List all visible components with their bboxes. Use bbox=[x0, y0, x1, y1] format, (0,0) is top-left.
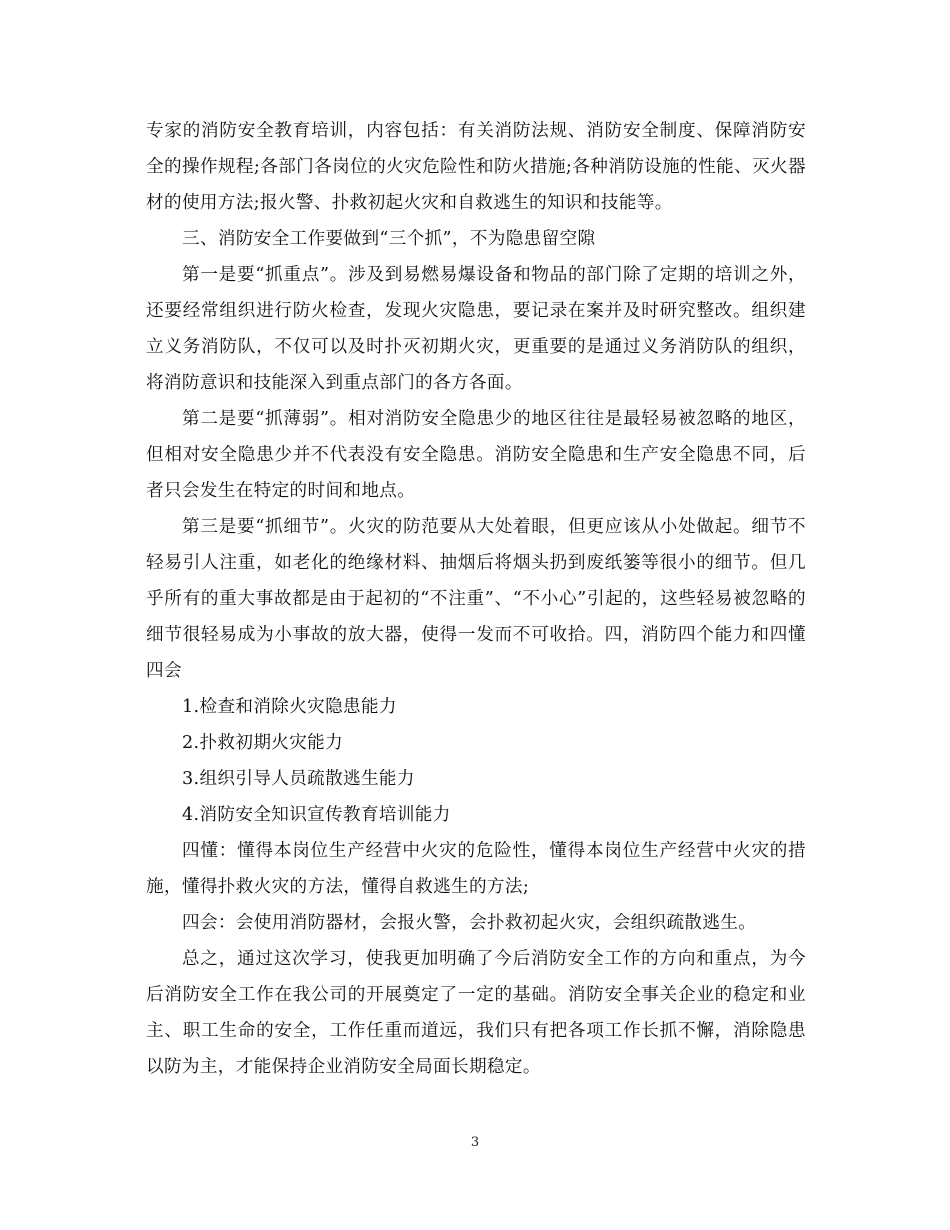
paragraph-grasp-weak-points: 第二是要“抓薄弱”。相对消防安全隐患少的地区往往是最轻易被忽略的地区，但相对安全隐患少并不代表没有安全隐患。消防安全隐患和生产安全隐患不同，后者只会发生在特定的时间和地点。 bbox=[146, 409, 806, 501]
paragraph-conclusion: 总之，通过这次学习，使我更加明确了今后消防安全工作的方向和重点，为今后消防安全工作在我公司的开展奠定了一定的基础。消防安全事关企业的稳定和业主、职工生命的安全，工作任重而道远，我们只有把各项工作长抓不懈，消除隐患以防为主，才能保持企业消防安全局面长期稳定。 bbox=[146, 949, 806, 1077]
paragraph-training-content: 专家的消防安全教育培训，内容包括：有关消防法规、消防安全制度、保障消防安全的操作规程;各部门各岗位的火灾危险性和防火措施;各种消防设施的性能、灭火器材的使用方法;报火警、扑救初起火灾和自救逃生的知识和技能等。 bbox=[146, 121, 806, 213]
list-item-ability-4: 4.消防安全知识宣传教育培训能力 bbox=[182, 805, 451, 825]
section-heading-three-grasps: 三、消防安全工作要做到“三个抓”，不为隐患留空隙 bbox=[182, 229, 596, 249]
page-number: 3 bbox=[470, 1135, 480, 1150]
document-body bbox=[146, 113, 806, 1085]
paragraph-grasp-details: 第三是要“抓细节”。火灾的防范要从大处着眼，但更应该从小处做起。细节不轻易引人注重，如老化的绝缘材料、抽烟后将烟头扔到废纸篓等很小的细节。但几乎所有的重大事故都是由于起初的“不注重”、“不小心”引起的，这些轻易被忽略的细节很轻易成为小事故的放大器，使得一发而不可收拾。四，消防四个能力和四懂四会 bbox=[146, 517, 806, 681]
paragraph-grasp-key-points: 第一是要“抓重点”。涉及到易燃易爆设备和物品的部门除了定期的培训之外，还要经常组织进行防火检查，发现火灾隐患，要记录在案并及时研究整改。组织建立义务消防队，不仅可以及时扑灭初期火灾，更重要的是通过义务消防队的组织，将消防意识和技能深入到重点部门的各方各面。 bbox=[146, 265, 806, 393]
list-item-ability-2: 2.扑救初期火灾能力 bbox=[182, 733, 344, 753]
paragraph-four-understandings: 四懂：懂得本岗位生产经营中火灾的危险性，懂得本岗位生产经营中火灾的措施，懂得扑救火灾的方法，懂得自救逃生的方法; bbox=[146, 841, 806, 897]
list-item-ability-1: 1.检查和消除火灾隐患能力 bbox=[182, 697, 397, 717]
list-item-ability-3: 3.组织引导人员疏散逃生能力 bbox=[182, 769, 415, 789]
paragraph-four-skills: 四会：会使用消防器材，会报火警，会扑救初起火灾，会组织疏散逃生。 bbox=[182, 913, 757, 933]
